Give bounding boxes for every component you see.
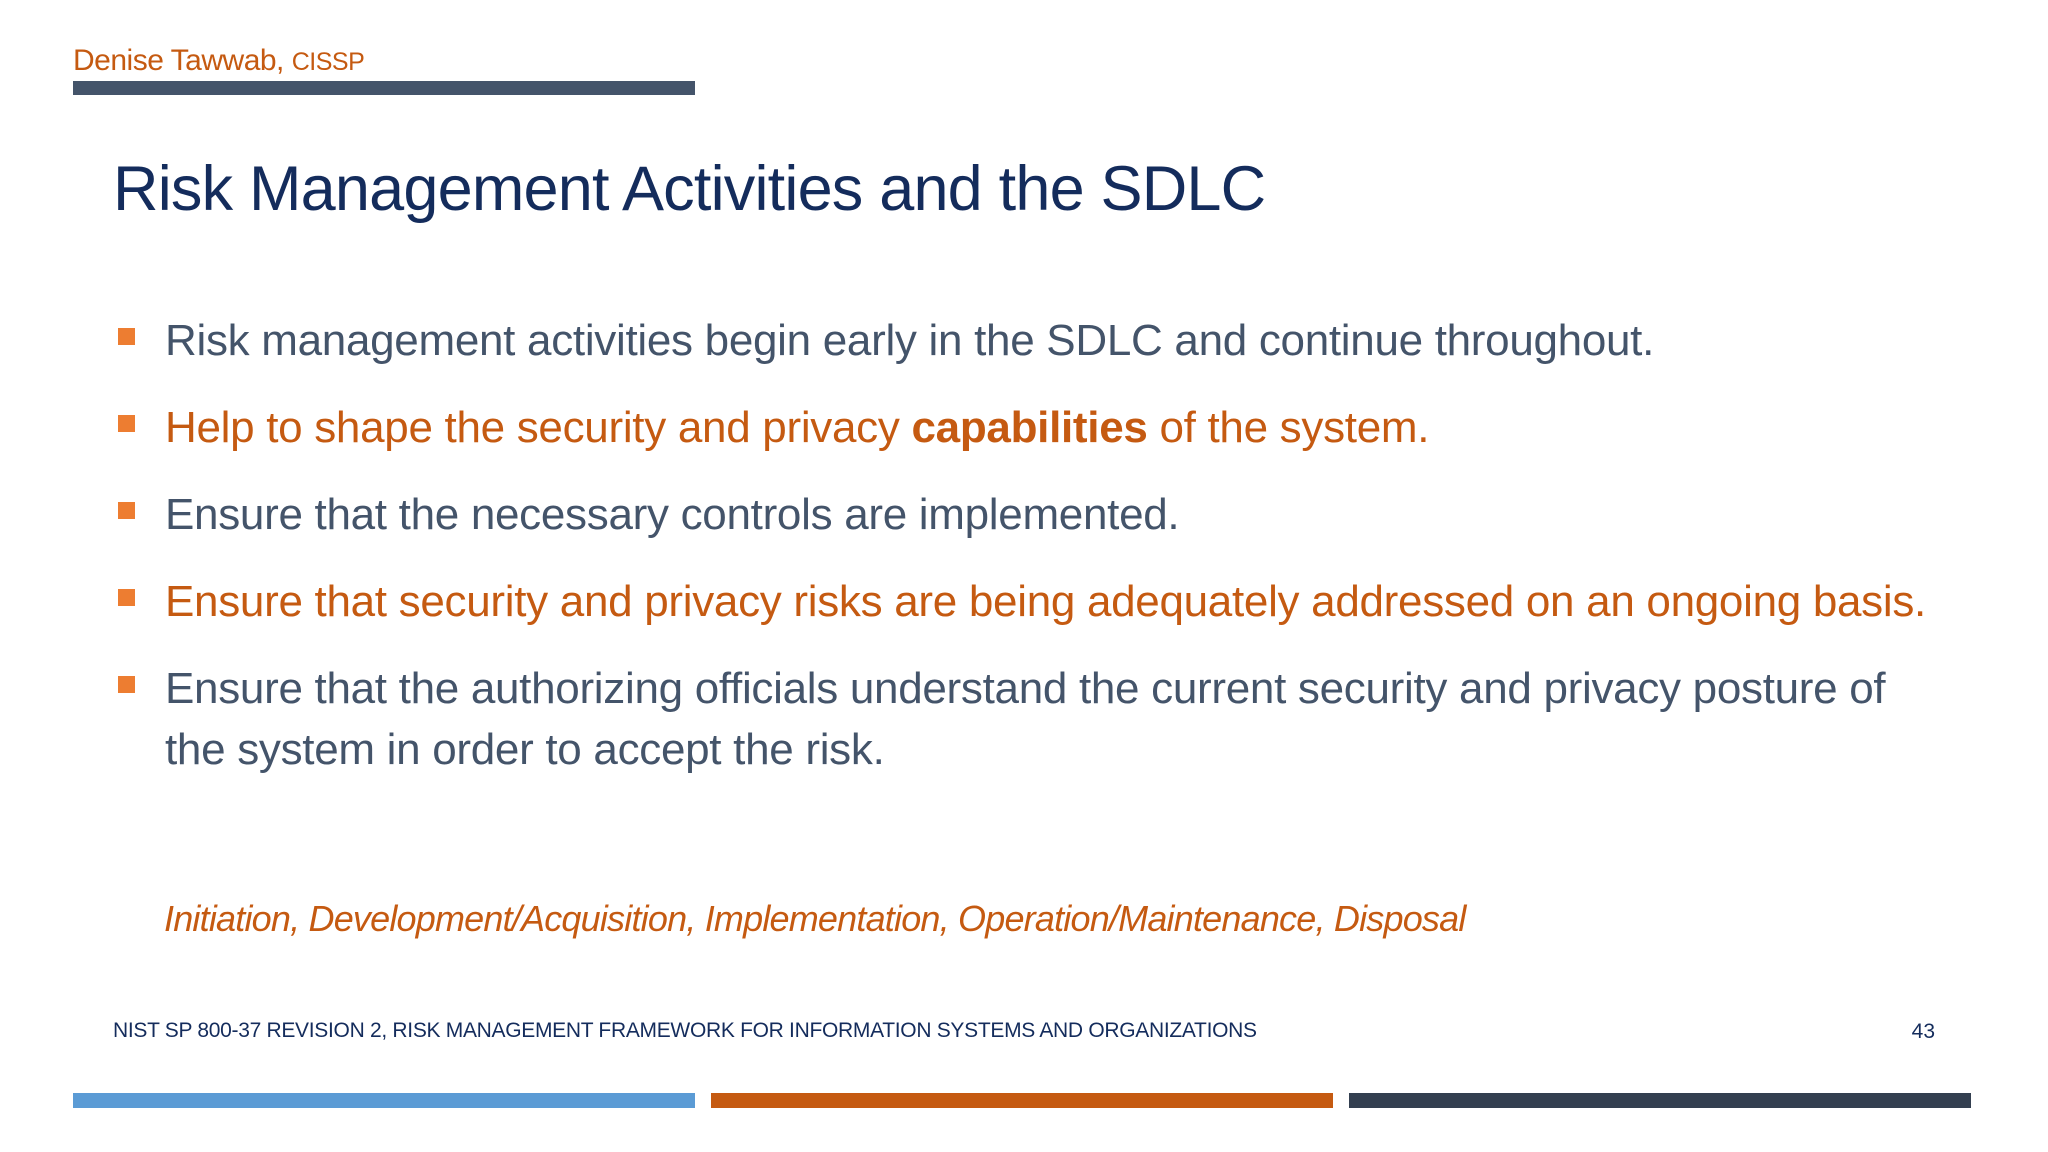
- bullet-item: [113, 310, 1943, 371]
- footer-bar-orange: [711, 1093, 1333, 1108]
- bullet-item: [113, 571, 1943, 632]
- slide-title: Risk Management Activities and the SDLC: [113, 154, 1266, 224]
- footer-bar-blue: [73, 1093, 695, 1108]
- square-bullet-icon: [118, 502, 135, 519]
- author-credential: CISSP: [291, 48, 365, 76]
- footer-bar-dark: [1349, 1093, 1971, 1108]
- sdlc-phases: Initiation, Development/Acquisition, Implementation, Operation/Maintenance, Disposal: [164, 898, 1466, 939]
- author-name: [73, 44, 364, 78]
- header-divider: [73, 81, 695, 95]
- bullet-text-post: of the system.: [1147, 403, 1430, 452]
- bullet-item: [113, 484, 1943, 545]
- bullet-list: [113, 310, 1943, 806]
- bullet-text-pre: Help to shape the security and privacy: [165, 403, 912, 452]
- bullet-item: [113, 658, 1943, 780]
- bullet-text: Ensure that the necessary controls are implemented.: [165, 490, 1180, 539]
- bullet-text-emphasis: capabilities: [911, 403, 1148, 452]
- square-bullet-icon: [118, 676, 135, 693]
- author-name-text: Denise Tawwab,: [73, 44, 284, 77]
- bullet-text: Ensure that the authorizing officials understand the current security and privacy posture of the system in order to accept the risk.: [165, 664, 1886, 774]
- bullet-text: Risk management activities begin early in the SDLC and continue throughout.: [165, 316, 1655, 365]
- bullet-item: [113, 397, 1943, 458]
- square-bullet-icon: [118, 415, 135, 432]
- square-bullet-icon: [118, 328, 135, 345]
- square-bullet-icon: [118, 589, 135, 606]
- page-number: 43: [1911, 1020, 1935, 1043]
- source-citation: NIST SP 800-37 REVISION 2, RISK MANAGEMENT FRAMEWORK FOR INFORMATION SYSTEMS AND ORGANIZATIONS: [113, 1019, 1257, 1042]
- bullet-text: Ensure that security and privacy risks are being adequately addressed on an ongoing basis.: [165, 577, 1926, 626]
